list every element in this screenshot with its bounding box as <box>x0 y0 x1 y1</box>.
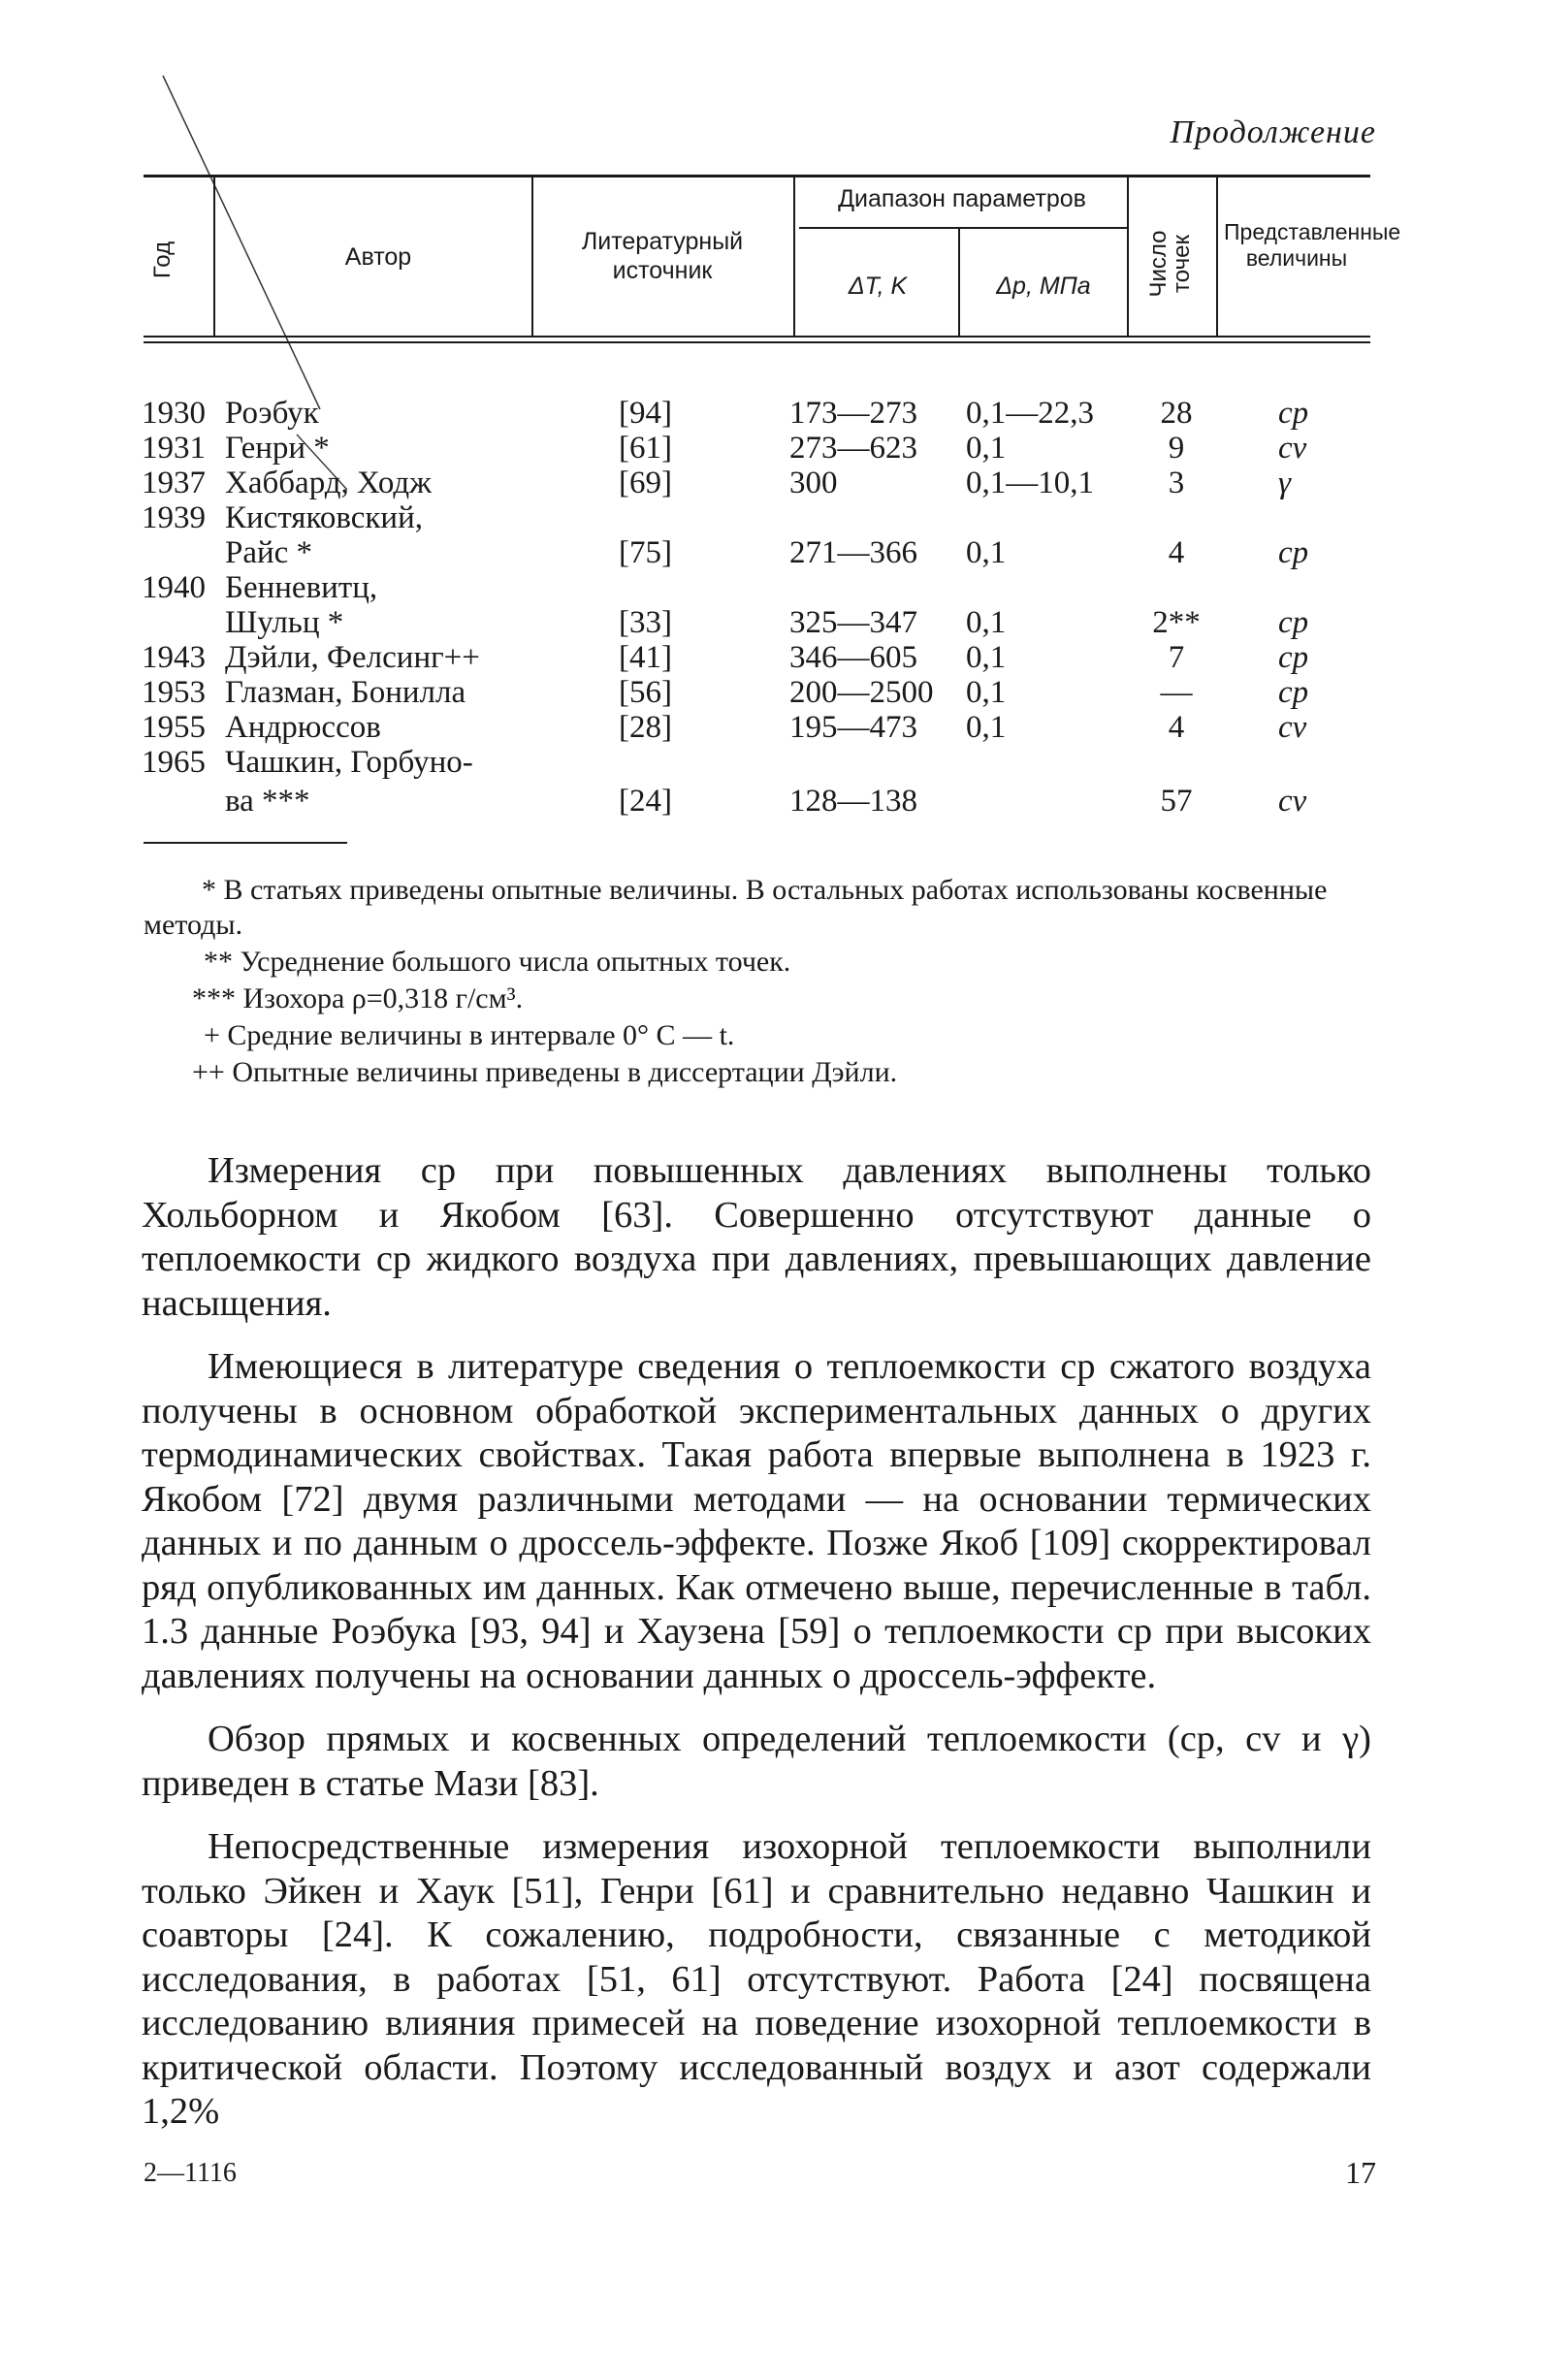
cell-dp: 0,1 <box>966 640 1007 675</box>
cell-q: cv <box>1278 710 1307 745</box>
cell-points: 2** <box>1152 605 1201 640</box>
cell-dt: 346—605 <box>789 640 917 675</box>
page-number: 17 <box>1345 2155 1376 2190</box>
header-dt: ΔT, K <box>848 273 908 300</box>
table-row <box>0 640 1541 679</box>
table-row <box>0 466 1541 504</box>
table-row <box>0 710 1541 749</box>
cell-dt: 128—138 <box>789 784 917 819</box>
table-row <box>0 500 1541 539</box>
cell-year: 1931 <box>142 431 206 466</box>
paragraph: Непосредственные измерения изохорной теплоемкости выполнили только Эйкен и Хаук [51], Генри [61] и сравнительно недавно Чашкин и соавторы [24]. К сожалению, подробности, связанные с методикой исследования, в работах [51, 61] отсутствуют. Работа [24] посвящена исследованию влияния примесей на поведение изохорной теплоемкости в критической области. Поэтому исследованный воздух и азот содержали 1,2% <box>142 1826 1371 2132</box>
header-year: Год <box>149 241 176 279</box>
cell-dt: 273—623 <box>789 431 917 466</box>
cell-points: — <box>1160 675 1193 710</box>
header-dp: Δp, МПа <box>996 273 1091 300</box>
cell-source: [28] <box>619 710 672 745</box>
cell-points: 4 <box>1168 535 1185 570</box>
cell-author: Глазман, Бонилла <box>225 675 466 710</box>
table-row <box>0 745 1541 784</box>
cell-points: 28 <box>1160 396 1193 431</box>
cell-year: 1937 <box>142 466 206 500</box>
footnote-3: *** Изохора ρ=0,318 г/см³. <box>192 982 524 1014</box>
range-subrule <box>799 227 1129 229</box>
cell-author: Кистяковский, <box>225 500 423 535</box>
cell-dt: 200—2500 <box>789 675 934 710</box>
paragraph: Измерения cp при повышенных давлениях выполнены только Хольборном и Якобом [63]. Совершенно отсутствуют данные о теплоемкости cp жидкого воздуха при давлениях, превышающих давление насыщения. <box>142 1150 1371 1324</box>
cell-q: cp <box>1278 675 1309 710</box>
cell-author: Бенневитц, <box>225 570 378 605</box>
cell-dp: 0,1 <box>966 431 1007 466</box>
cell-dt: 325—347 <box>789 605 917 640</box>
cell-year: 1939 <box>142 500 206 535</box>
signature-code: 2—1116 <box>144 2158 237 2188</box>
cell-author: Дэйли, Фелсинг++ <box>225 640 480 675</box>
col-divider <box>213 175 215 336</box>
cell-source: [69] <box>619 466 672 500</box>
col-divider <box>793 175 795 336</box>
cell-author: Хаббард, Ходж <box>225 466 432 500</box>
cell-source: [56] <box>619 675 672 710</box>
cell-dp: 0,1 <box>966 675 1007 710</box>
cell-dp: 0,1—22,3 <box>966 396 1094 431</box>
paragraph: Имеющиеся в литературе сведения о теплоемкости cp сжатого воздуха получены в основном обработкой экспериментальных данных о других термодинамических свойствах. Такая работа впервые выполнена в 1923 г. Якобом [72] двумя различными методами — на основании термических данных и по данным о дроссель-эффекте. Позже Якоб [109] скорректировал ряд опубликованных им данных. Как отмечено выше, перечисленные в табл. 1.3 данные Роэбука [93, 94] и Хаузена [59] о теплоемкости cp при высоких давлениях получены на основании данных о дроссель-эффекте. <box>142 1346 1371 1696</box>
cell-author: Генри * <box>225 431 330 466</box>
cell-q: cp <box>1278 396 1309 431</box>
cell-year: 1965 <box>142 745 206 780</box>
cell-author: Чашкин, Горбуно- <box>225 745 473 780</box>
footnote-1: * В статьях приведены опытные величины. В остальных работах использованы косвенные методы. <box>144 874 1328 941</box>
cell-source: [33] <box>619 605 672 640</box>
header-range: Диапазон параметров <box>838 185 1086 212</box>
cell-points: 7 <box>1168 640 1185 675</box>
cell-year: 1943 <box>142 640 206 675</box>
cell-dp: 0,1 <box>966 535 1007 570</box>
cell-source: [41] <box>619 640 672 675</box>
table-row <box>0 675 1541 714</box>
footnote-4: + Средние величины в интервале 0° С — t. <box>204 1019 735 1051</box>
cell-q: cp <box>1278 640 1309 675</box>
cell-source: [24] <box>619 784 672 819</box>
header-author: Автор <box>344 243 412 271</box>
cell-source: [61] <box>619 431 672 466</box>
col-divider <box>1216 175 1218 336</box>
table-row <box>0 784 1541 822</box>
paragraph: Обзор прямых и косвенных определений теплоемкости (cp, cv и γ) приведен в статье Мази [83]. <box>142 1719 1371 1804</box>
cell-source: [75] <box>619 535 672 570</box>
cell-q: cv <box>1278 431 1307 466</box>
cell-author: Шульц * <box>225 605 344 640</box>
table-top-rule <box>144 175 1370 177</box>
continuation-label: Продолжение <box>1170 114 1376 150</box>
cell-year: 1955 <box>142 710 206 745</box>
table-row <box>0 431 1541 469</box>
cell-dt: 300 <box>789 466 838 500</box>
cell-dt: 173—273 <box>789 396 917 431</box>
cell-source: [94] <box>619 396 672 431</box>
cell-author: Андрюссов <box>225 710 381 745</box>
table-row <box>0 535 1541 574</box>
cell-dp: 0,1 <box>966 605 1007 640</box>
col-divider <box>1127 175 1129 336</box>
body-text <box>142 1149 1371 2154</box>
table-header-rule-1 <box>144 336 1370 338</box>
cell-dp: 0,1—10,1 <box>966 466 1094 500</box>
table-row <box>0 570 1541 609</box>
cell-points: 57 <box>1160 784 1193 819</box>
cell-year: 1953 <box>142 675 206 710</box>
cell-author: ва *** <box>225 784 310 819</box>
cell-points: 4 <box>1168 710 1185 745</box>
cell-dp: 0,1 <box>966 710 1007 745</box>
footnote-5: ++ Опытные величины приведены в диссертации Дэйли. <box>192 1056 898 1088</box>
cell-author: Роэбук <box>225 396 319 431</box>
cell-author: Райс * <box>225 535 313 570</box>
table-header-rule-2 <box>144 341 1370 343</box>
cell-year: 1940 <box>142 570 206 605</box>
table-row <box>0 605 1541 644</box>
cell-q: γ <box>1278 466 1292 500</box>
cell-points: 9 <box>1168 431 1185 466</box>
cell-points: 3 <box>1168 466 1185 500</box>
cell-q: cp <box>1278 535 1309 570</box>
cell-dt: 271—366 <box>789 535 917 570</box>
header-source: Литературный источник <box>581 228 744 284</box>
cell-q: cp <box>1278 605 1309 640</box>
footnote-2: ** Усреднение большого числа опытных точек. <box>204 946 791 978</box>
col-divider <box>531 175 533 336</box>
cell-year: 1930 <box>142 396 206 431</box>
header-points: Число точек <box>1145 230 1195 298</box>
cell-q: cv <box>1278 784 1307 819</box>
table-row <box>0 396 1541 434</box>
footnote-rule <box>144 842 347 844</box>
header-quantities: Представленные величины <box>1224 219 1401 271</box>
cell-dt: 195—473 <box>789 710 917 745</box>
